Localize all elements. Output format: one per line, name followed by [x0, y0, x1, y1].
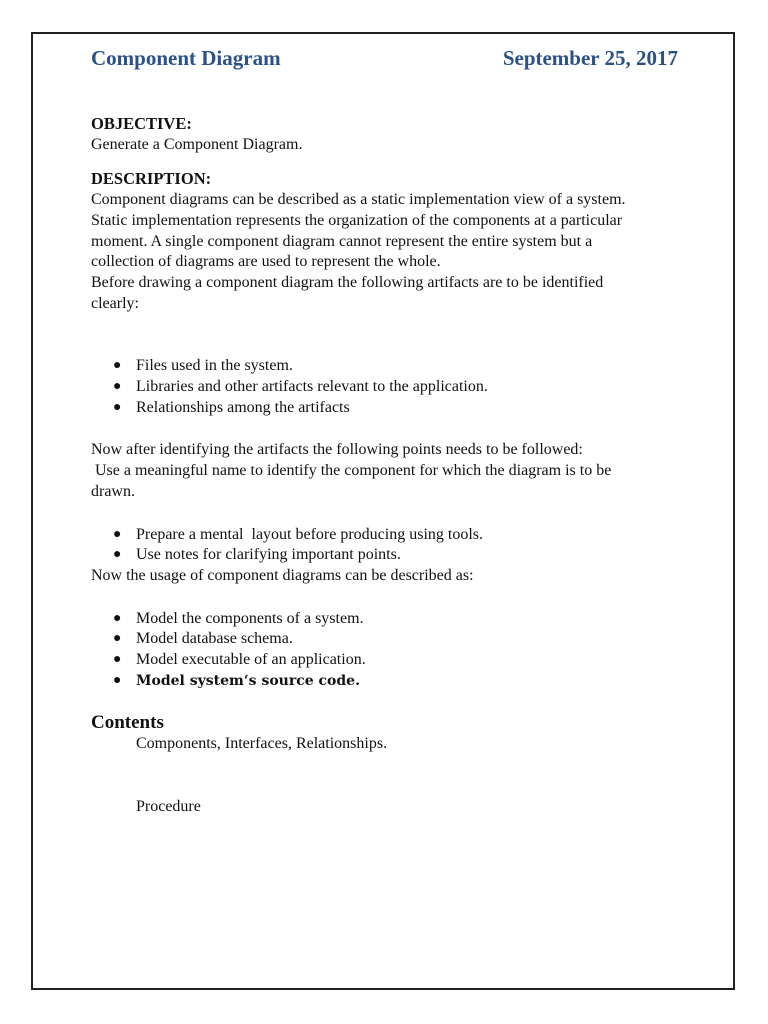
- bullet-icon: ●: [113, 358, 122, 374]
- description-heading: DESCRIPTION:: [91, 169, 212, 189]
- usage-list: [91, 609, 691, 692]
- paragraph-line: Now after identifying the artifacts the following points needs to be followed:: [91, 441, 583, 459]
- list-item: ● Use notes for clarifying important points.: [91, 545, 691, 566]
- description-line: Static implementation represents the organization of the components at a particular: [91, 211, 623, 229]
- list-item: ● Model system‘s source code.: [91, 671, 691, 692]
- document-title: Component Diagram: [91, 46, 281, 70]
- bullet-icon: ●: [113, 379, 122, 395]
- bullet-icon: ●: [113, 652, 122, 668]
- objective-text: Generate a Component Diagram.: [91, 135, 303, 153]
- list-item: ● Model executable of an application.: [91, 650, 691, 671]
- bullet-icon: ●: [113, 610, 122, 626]
- description-line: clearly:: [91, 294, 139, 312]
- paragraph-line: Use a meaningful name to identify the component for which the diagram is to be: [91, 462, 612, 480]
- bullet-icon: ●: [113, 399, 122, 415]
- list-item: ● Model the components of a system.: [91, 609, 691, 630]
- artifacts-list: [91, 356, 691, 418]
- description-line: Component diagrams can be described as a static implementation view of a system.: [91, 191, 626, 209]
- document-date: September 25, 2017: [502, 46, 678, 70]
- document-body: [91, 114, 691, 818]
- list-item: ● Libraries and other artifacts relevant to the application.: [91, 377, 691, 398]
- list-item: ● Prepare a mental layout before producing using tools.: [91, 525, 691, 546]
- points-list: [91, 525, 691, 566]
- contents-items: Components, Interfaces, Relationships.: [136, 735, 388, 753]
- paragraph-line: drawn.: [91, 482, 135, 500]
- usage-intro: Now the usage of component diagrams can be described as:: [91, 566, 474, 584]
- procedure-label: Procedure: [136, 797, 201, 815]
- list-item: ● Model database schema.: [91, 629, 691, 650]
- list-item: ● Files used in the system.: [91, 356, 691, 377]
- bullet-icon: ●: [113, 526, 122, 542]
- description-line: Before drawing a component diagram the following artifacts are to be identified: [91, 273, 604, 291]
- bullet-icon: ●: [113, 547, 122, 563]
- bullet-icon: ●: [113, 631, 122, 647]
- objective-heading: OBJECTIVE:: [91, 114, 192, 133]
- bullet-icon: ●: [113, 672, 122, 688]
- contents-heading: Contents: [91, 712, 164, 734]
- list-item: ● Relationships among the artifacts: [91, 398, 691, 419]
- description-line: collection of diagrams are used to represent the whole.: [91, 253, 441, 271]
- description-line: moment. A single component diagram cannot represent the entire system but a: [91, 232, 593, 250]
